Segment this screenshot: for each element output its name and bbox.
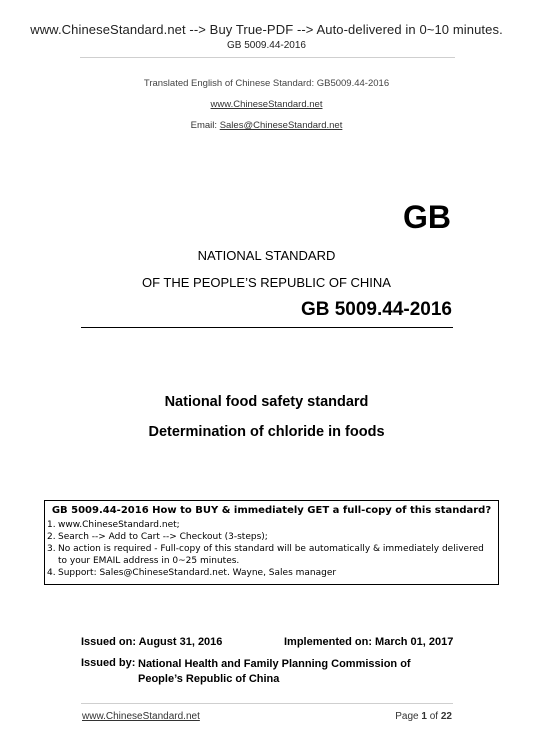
email-line (0, 120, 533, 131)
list-item-number: 3. (47, 544, 56, 554)
title-divider (81, 327, 453, 328)
list-item-text[interactable]: www.ChineseStandard.net; (58, 520, 180, 530)
list-item (45, 567, 498, 579)
issued-by-label: Issued by: (81, 657, 136, 669)
document-subtitle: Determination of chloride in foods (148, 424, 385, 440)
purchase-info-title: GB 5009.44-2016 How to BUY & immediately GET a full-copy of this standard? (51, 505, 492, 516)
prc-heading: OF THE PEOPLE’S REPUBLIC OF CHINA (142, 275, 391, 290)
national-standard-heading: NATIONAL STANDARD (197, 248, 336, 263)
header-standard-code: GB 5009.44-2016 (227, 40, 306, 51)
footer-website-link[interactable]: www.ChineseStandard.net (82, 711, 200, 722)
issued-by-value: National Health and Family Planning Commission of People’s Republic of China (138, 658, 411, 685)
email-link[interactable]: Sales@ChineseStandard.net (219, 120, 343, 131)
translated-note: Translated English of Chinese Standard: GB5009.44-2016 (143, 78, 390, 89)
list-item-number: 1. (47, 520, 56, 530)
page-indicator (395, 711, 452, 722)
page-total: 22 (440, 711, 452, 722)
document-title: National food safety standard (164, 394, 369, 410)
page-label: Page (395, 711, 422, 722)
purchase-info-box (44, 500, 499, 585)
list-item (45, 531, 498, 543)
implemented-on-date: Implemented on: March 01, 2017 (284, 636, 454, 648)
header-divider (80, 57, 455, 58)
standard-number: GB 5009.44-2016 (300, 299, 452, 320)
footer-divider (81, 703, 453, 704)
list-item-text: No action is required - Full-copy of this standard will be automatically & immediately delivered to your EMAIL address in 0~25 minutes. (58, 544, 484, 566)
purchase-steps-list (45, 519, 498, 579)
list-item (45, 519, 498, 531)
list-item-text: Support: Sales@ChineseStandard.net. Wayne, Sales manager (58, 568, 337, 578)
list-item-number: 4. (47, 568, 56, 578)
list-item-text: Search --> Add to Cart --> Checkout (3-steps); (58, 532, 268, 542)
email-label: Email: (190, 120, 220, 131)
list-item (45, 543, 498, 567)
header-banner: www.ChineseStandard.net --> Buy True-PDF --> Auto-delivered in 0~10 minutes. (30, 22, 503, 37)
list-item-number: 2. (47, 532, 56, 542)
website-link[interactable]: www.ChineseStandard.net (210, 99, 323, 110)
page-number: 1 (421, 711, 427, 722)
issued-on-date: Issued on: August 31, 2016 (81, 636, 223, 648)
page-of-label: of (426, 711, 441, 722)
gb-mark: GB (403, 199, 451, 235)
